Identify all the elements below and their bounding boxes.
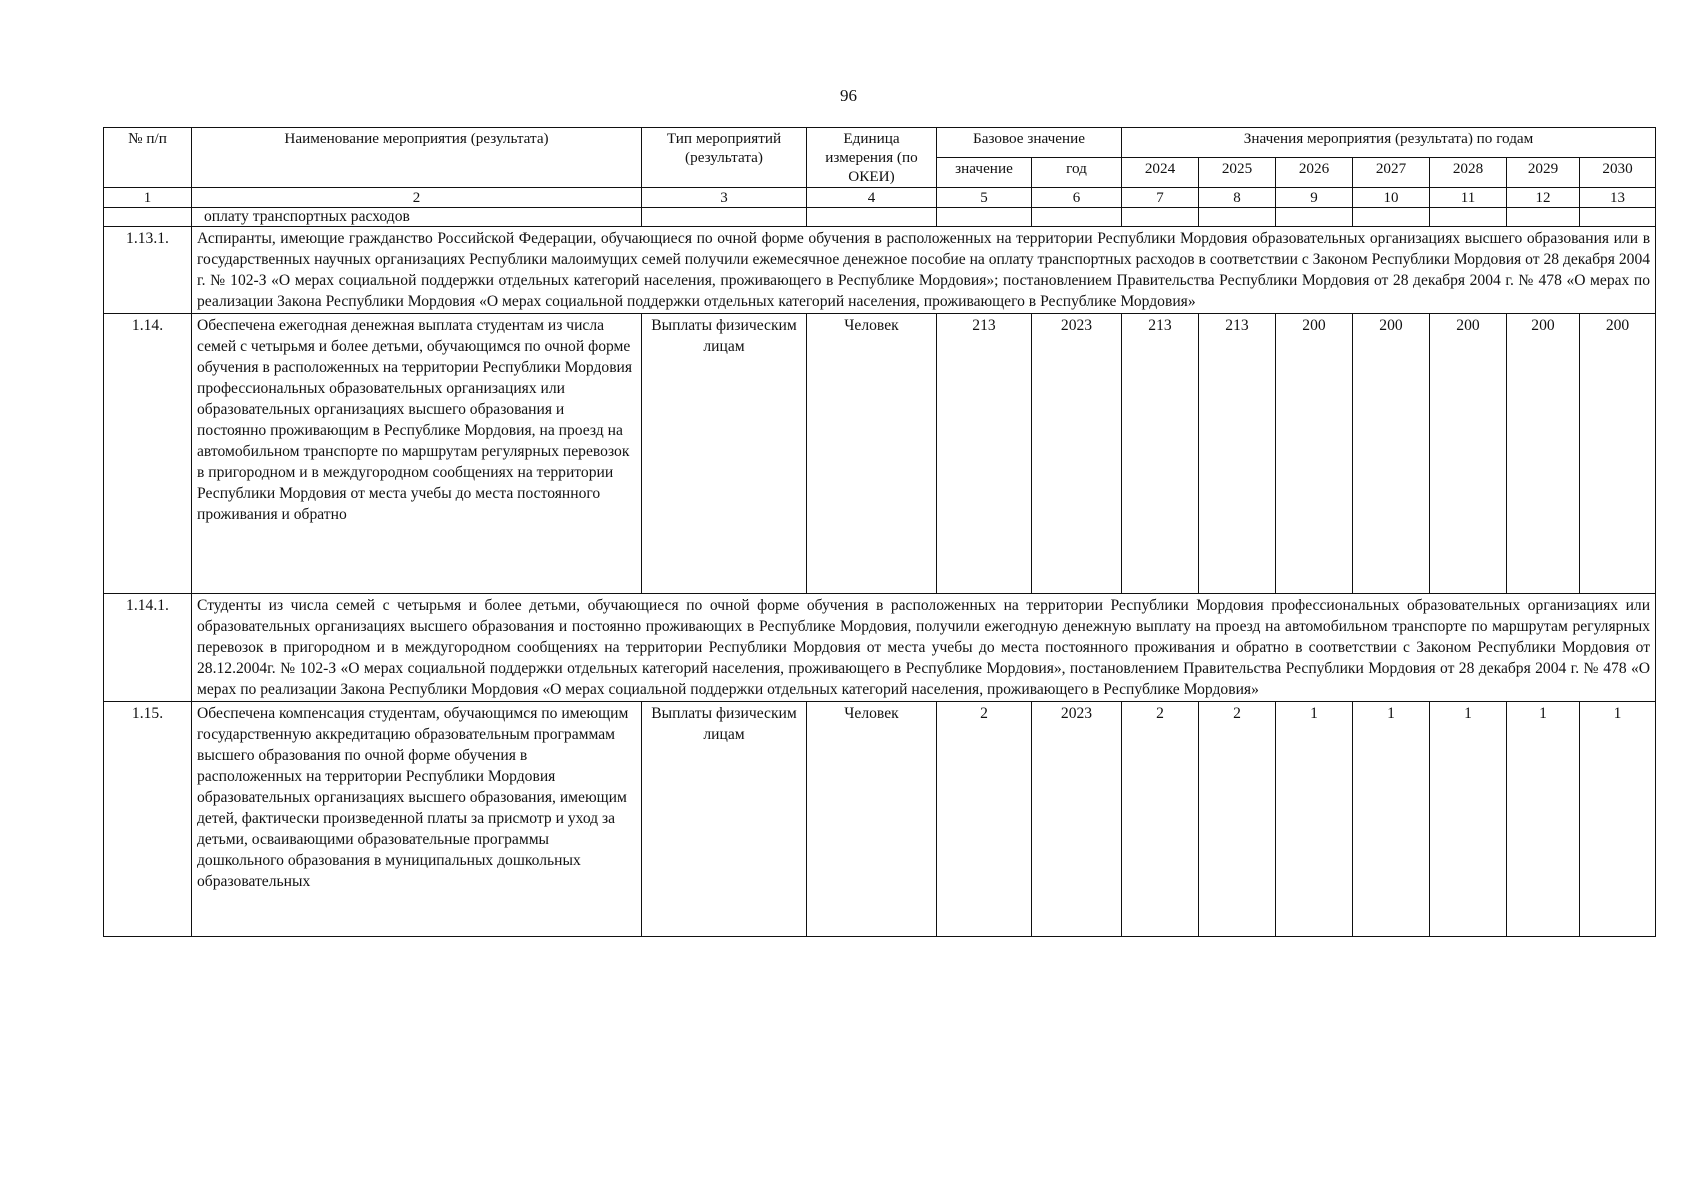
year-value: 2	[1122, 702, 1199, 937]
year-value: 200	[1430, 314, 1507, 594]
measure-unit: Человек	[807, 702, 937, 937]
header-by-years: Значения мероприятия (результата) по годам	[1122, 128, 1656, 158]
measure-type: Выплаты физическим лицам	[642, 314, 807, 594]
year-value: 1	[1430, 702, 1507, 937]
column-number: 11	[1430, 188, 1507, 208]
result-description: Студенты из числа семей с четырьмя и более детьми, обучающиеся по очной форме обучения в расположенных на территории Республики Мордовия профессиональных образовательных организациях или образовательных организациях высшего образования и постоянно проживающих в Республике Мордовия, получили ежегодную денежную выплату на проезд на автомобильном транспорте по маршрутам регулярных перевозок в пригородном и в междугородном сообщениях на территории Республики Мордовия от места учебы до места постоянного проживания и обратно в соответствии с Законом Республики Мордовия от 28.12.2004г. № 102-З «О мерах социальной поддержки отдельных категорий населения, проживающего в Республике Мордовия», постановлением Правительства Республики Мордовия от 28 декабря 2004 г. № 478 «О мерах по реализации Закона Республики Мордовия «О мерах социальной поддержки отдельных категорий населения, проживающего в Республике Мордовия»	[192, 594, 1656, 702]
base-year: 2023	[1032, 314, 1122, 594]
measures-table	[103, 127, 1656, 937]
column-number: 3	[642, 188, 807, 208]
header-unit: Единица измерения (по ОКЕИ)	[807, 128, 937, 188]
column-number: 5	[937, 188, 1032, 208]
result-description: Аспиранты, имеющие гражданство Российской Федерации, обучающиеся по очной форме обучения в расположенных на территории Республики Мордовия образовательных организациях высшего образования или в государственных научных организациях Республики малоимущих семей получили ежемесячное денежное пособие на оплату транспортных расходов в соответствии с Законом Республики Мордовия от 28 декабря 2004 г. № 102-З «О мерах социальной поддержки отдельных категорий населения, проживающего в Республике Мордовия»; постановлением Правительства Республики Мордовия от 28 декабря 2004 г. № 478 «О мерах по реализации Закона Республики Мордовия «О мерах социальной поддержки отдельных категорий населения, проживающего в Республике Мордовия»	[192, 227, 1656, 314]
column-number: 4	[807, 188, 937, 208]
year-value: 200	[1507, 314, 1580, 594]
row-number: 1.14.	[104, 314, 192, 594]
column-number: 8	[1199, 188, 1276, 208]
header-year: 2024	[1122, 158, 1199, 188]
measure-type: Выплаты физическим лицам	[642, 702, 807, 937]
measure-name: Обеспечена компенсация студентам, обучающимся по имеющим государственную аккредитацию образовательным программам высшего образования по очной форме обучения в расположенных на территории Республики Мордовия образовательных организациях высшего образования, имеющим детей, фактически произведенной платы за присмотр и уход за детьми, осваивающими образовательные программы дошкольного образования в муниципальных дошкольных образовательных	[192, 702, 642, 937]
year-value: 200	[1276, 314, 1353, 594]
measure-name: Обеспечена ежегодная денежная выплата студентам из числа семей с четырьмя и более детьми, обучающимся по очной форме обучения в расположенных на территории Республики Мордовия профессиональных образовательных организациях или образовательных организациях высшего образования и постоянно проживающим в Республике Мордовия, на проезд на автомобильном транспорте по маршрутам регулярных перевозок в пригородном и в междугородном сообщениях на территории Республики Мордовия от места учебы до места постоянного проживания и обратно	[192, 314, 642, 594]
table-row	[104, 594, 1656, 702]
year-value: 1	[1353, 702, 1430, 937]
base-year: 2023	[1032, 702, 1122, 937]
page-number: 96	[840, 86, 857, 105]
column-number: 7	[1122, 188, 1199, 208]
column-number: 1	[104, 188, 192, 208]
column-number: 9	[1276, 188, 1353, 208]
column-number: 10	[1353, 188, 1430, 208]
column-number-row	[104, 188, 1656, 208]
column-number: 6	[1032, 188, 1122, 208]
header-base: Базовое значение	[937, 128, 1122, 158]
row-number: 1.13.1.	[104, 227, 192, 314]
year-value: 1	[1507, 702, 1580, 937]
header-type: Тип мероприятий (результата)	[642, 128, 807, 188]
row-number: 1.15.	[104, 702, 192, 937]
table-row	[104, 227, 1656, 314]
header-year: 2028	[1430, 158, 1507, 188]
header-name: Наименование мероприятия (результата)	[192, 128, 642, 188]
column-number: 2	[192, 188, 642, 208]
header-row-1	[104, 128, 1656, 158]
header-year: 2027	[1353, 158, 1430, 188]
measure-unit: Человек	[807, 314, 937, 594]
header-year: 2026	[1276, 158, 1353, 188]
table-row	[104, 702, 1656, 937]
header-base-value: значение	[937, 158, 1032, 188]
header-num: № п/п	[104, 128, 192, 188]
base-value: 213	[937, 314, 1032, 594]
table-row	[104, 314, 1656, 594]
row-number: 1.14.1.	[104, 594, 192, 702]
year-value: 1	[1276, 702, 1353, 937]
column-number: 13	[1580, 188, 1656, 208]
column-number: 12	[1507, 188, 1580, 208]
continuation-text: оплату транспортных расходов	[192, 208, 642, 227]
header-year: 2025	[1199, 158, 1276, 188]
year-value: 213	[1199, 314, 1276, 594]
year-value: 2	[1199, 702, 1276, 937]
base-value: 2	[937, 702, 1032, 937]
header-year: 2030	[1580, 158, 1656, 188]
header-base-year: год	[1032, 158, 1122, 188]
year-value: 200	[1580, 314, 1656, 594]
year-value: 213	[1122, 314, 1199, 594]
header-year: 2029	[1507, 158, 1580, 188]
continuation-row	[104, 208, 1656, 227]
year-value: 1	[1580, 702, 1656, 937]
year-value: 200	[1353, 314, 1430, 594]
